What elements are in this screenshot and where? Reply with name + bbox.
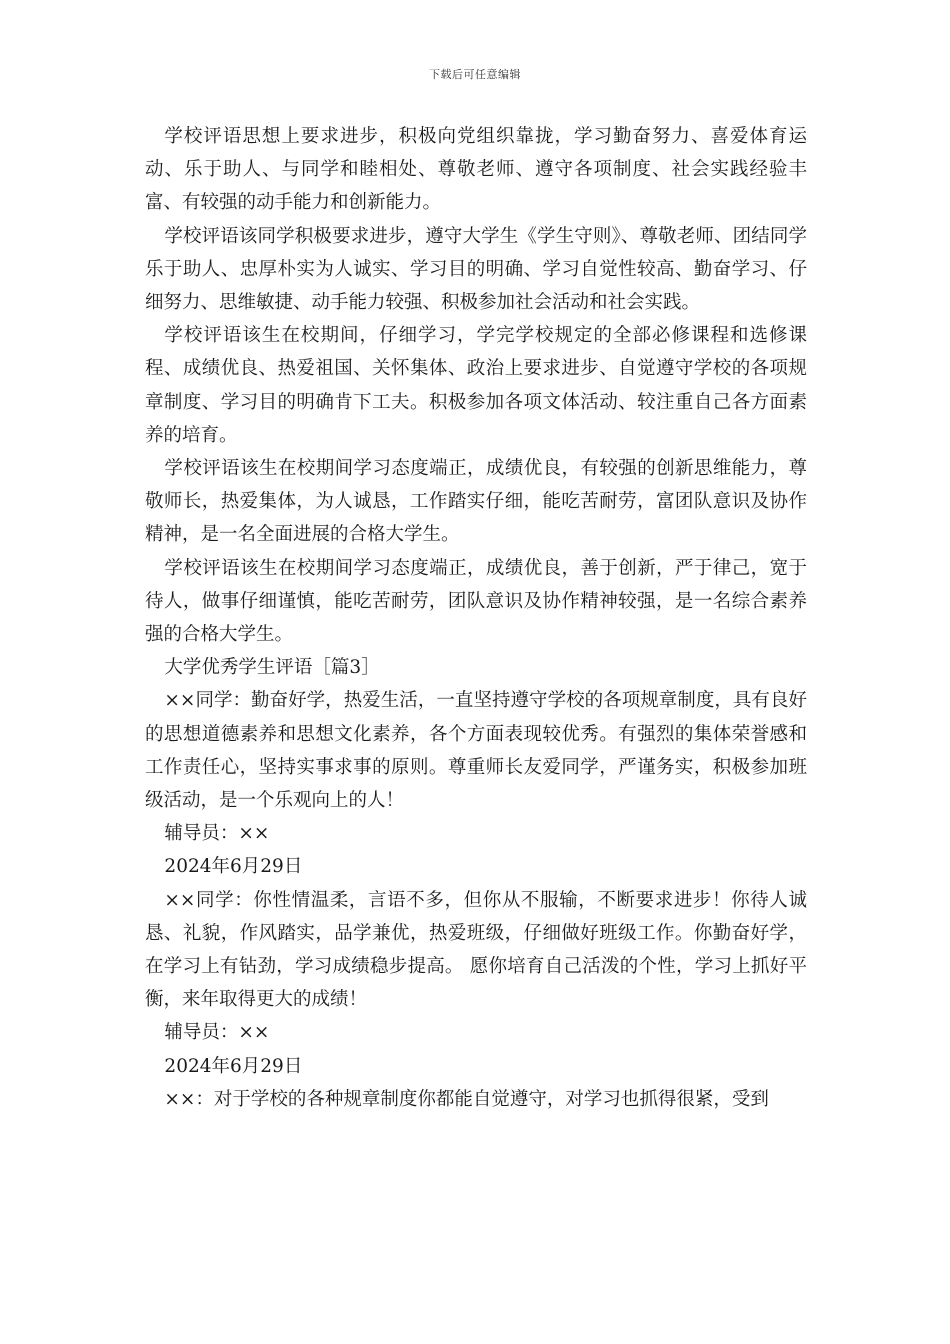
document-body bbox=[145, 120, 807, 1116]
comment-date-2: 2024年6月29日 bbox=[164, 1055, 303, 1077]
student-comment-3: ××：对于学校的各种规章制度你都能自觉遵守，对学习也抓得很紧，受到 bbox=[164, 1088, 769, 1110]
section-heading: 大学优秀学生评语［篇3］ bbox=[164, 657, 380, 679]
counselor-signature-2: 辅导员：×× bbox=[164, 1022, 270, 1044]
page-header-note: 下载后可任意编辑 bbox=[429, 68, 521, 81]
comment-paragraph-1: 学校评语思想上要求进步，积极向党组织靠拢，学习勤奋努力、喜爱体育运动、乐于助人、与同学和睦相处、尊敬老师、遵守各项制度、社会实践经验丰富、有较强的动手能力和创新能力。 bbox=[145, 126, 807, 214]
comment-paragraph-5: 学校评语该生在校期间学习态度端正，成绩优良，善于创新，严于律己，宽于待人，做事仔细谨慎，能吃苦耐劳，团队意识及协作精神较强，是一名综合素养强的合格大学生。 bbox=[145, 557, 807, 646]
comment-date-1: 2024年6月29日 bbox=[164, 856, 303, 878]
comment-paragraph-2: 学校评语该同学积极要求进步，遵守大学生《学生守则》、尊敬老师、团结同学乐于助人、忠厚朴实为人诚实、学习目的明确、学习自觉性较高、勤奋学习、仔细努力、思维敏捷、动手能力较强、积极参加社会活动和社会实践。 bbox=[145, 225, 807, 314]
counselor-signature-1: 辅导员：×× bbox=[164, 823, 270, 845]
comment-paragraph-3: 学校评语该生在校期间，仔细学习，学完学校规定的全部必修课程和选修课程、成绩优良、热爱祖国、关怀集体、政治上要求进步、自觉遵守学校的各项规章制度、学习目的明确肯下工夫。积极参加各项文体活动、较注重自己各方面素养的培育。 bbox=[145, 325, 807, 446]
student-comment-2: ××同学：你性情温柔，言语不多，但你从不服输，不断要求进步！你待人诚恳、礼貌，作风踏实，品学兼优，热爱班级，仔细做好班级工作。你勤奋好学，在学习上有钻劲，学习成绩稳步提高。 愿你培育自己活泼的个性，学习上抓好平衡，来年取得更大的成绩！ bbox=[145, 889, 807, 1011]
comment-paragraph-4: 学校评语该生在校期间学习态度端正，成绩优良，有较强的创新思维能力，尊敬师长，热爱集体，为人诚恳，工作踏实仔细，能吃苦耐劳，富团队意识及协作精神，是一名全面进展的合格大学生。 bbox=[145, 458, 807, 546]
student-comment-1: ××同学：勤奋好学，热爱生活，一直坚持遵守学校的各项规章制度，具有良好的思想道德素养和思想文化素养，各个方面表现较优秀。有强烈的集体荣誉感和工作责任心，坚持实事求事的原则。尊重师长友爱同学，严谨务实，积极参加班级活动，是一个乐观向上的人！ bbox=[145, 690, 807, 812]
